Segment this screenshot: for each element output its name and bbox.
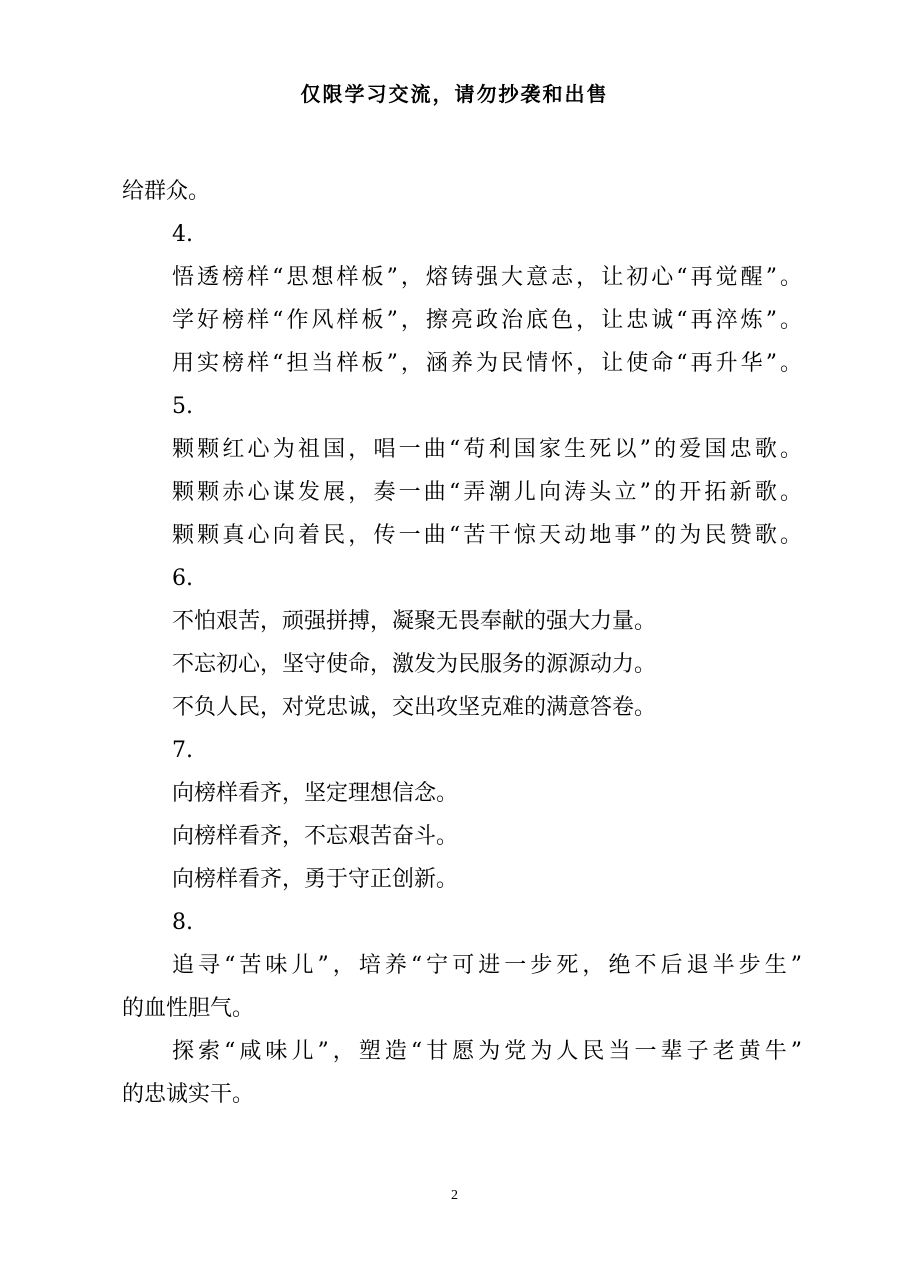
body-line: 向榜样看齐，坚定理想信念。 bbox=[172, 781, 459, 806]
body-line: 悟透榜样“思想样板”，熔铸强大意志，让初心“再觉醒”。 bbox=[172, 265, 802, 290]
body-line: 的血性胆气。 bbox=[122, 996, 255, 1021]
body-line: 颗颗真心向着民，传一曲“苦干惊天动地事”的为民赞歌。 bbox=[172, 523, 802, 548]
body-line: 探索“咸味儿”，塑造“甘愿为党为人民当一辈子老黄牛” bbox=[172, 1039, 802, 1064]
section-number: 8. bbox=[172, 910, 193, 935]
section-number: 7. bbox=[172, 738, 193, 763]
section-number: 6. bbox=[172, 566, 193, 591]
body-line: 用实榜样“担当样板”，涵养为民情怀，让使命“再升华”。 bbox=[172, 351, 802, 376]
section-number: 4. bbox=[172, 222, 193, 247]
body-line: 追寻“苦味儿”，培养“宁可进一步死，绝不后退半步生” bbox=[172, 953, 802, 978]
page-number: 2 bbox=[451, 1188, 458, 1203]
body-line: 向榜样看齐，勇于守正创新。 bbox=[172, 867, 459, 892]
body-line: 不忘初心，坚守使命，激发为民服务的源源动力。 bbox=[172, 652, 657, 677]
body-line: 学好榜样“作风样板”，擦亮政治底色，让忠诚“再淬炼”。 bbox=[172, 308, 802, 333]
body-line: 的忠诚实干。 bbox=[122, 1082, 255, 1107]
body-line: 颗颗红心为祖国，唱一曲“苟利国家生死以”的爱国忠歌。 bbox=[172, 437, 802, 462]
body-line: 颗颗赤心谋发展，奏一曲“弄潮儿向涛头立”的开拓新歌。 bbox=[172, 480, 802, 505]
page-header: 仅限学习交流，请勿抄袭和出售 bbox=[300, 82, 609, 106]
document-body bbox=[122, 170, 802, 1116]
body-line: 不负人民，对党忠诚，交出攻坚克难的满意答卷。 bbox=[172, 695, 657, 720]
section-number: 5. bbox=[172, 394, 193, 419]
body-line: 向榜样看齐，不忘艰苦奋斗。 bbox=[172, 824, 459, 849]
body-line: 给群众。 bbox=[122, 179, 211, 204]
body-line: 不怕艰苦，顽强拼搏，凝聚无畏奉献的强大力量。 bbox=[172, 609, 657, 634]
